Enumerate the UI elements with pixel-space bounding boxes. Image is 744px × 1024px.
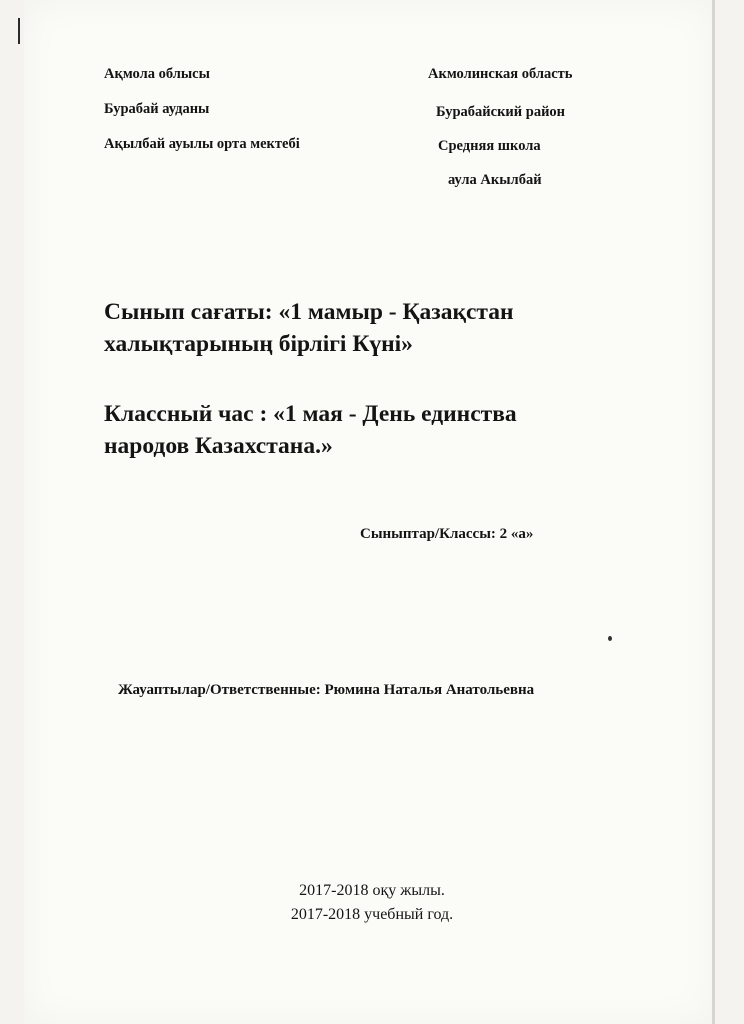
margin-mark bbox=[18, 18, 20, 44]
responsible-label: Жауаптылар/Ответственные: Рюмина Наталья Анатольевна bbox=[118, 682, 535, 698]
school-ru: Средняя школа bbox=[438, 138, 541, 154]
year-kz: 2017-2018 оқу жылы. bbox=[299, 882, 445, 899]
school-kz: Ақылбай ауылы орта мектебі bbox=[104, 136, 300, 152]
district-ru: Бурабайский район bbox=[436, 104, 566, 120]
document-page bbox=[24, 0, 714, 1024]
village-ru: аула Акылбай bbox=[448, 172, 542, 188]
title-ru bbox=[104, 398, 664, 462]
title-kz bbox=[104, 296, 664, 360]
region-ru: Акмолинская область bbox=[428, 66, 573, 82]
region-kz: Ақмола облысы bbox=[104, 66, 210, 82]
classes-label: Сыныптар/Классы: 2 «а» bbox=[360, 526, 534, 542]
title-ru-line2: народов Казахстана.» bbox=[104, 433, 333, 459]
title-kz-line1: Сынып сағаты: «1 мамыр - Қазақстан bbox=[104, 299, 514, 325]
year-ru: 2017-2018 учебный год. bbox=[290, 906, 454, 923]
district-kz: Бурабай ауданы bbox=[104, 101, 210, 117]
title-kz-line2: халықтарының бірлігі Күні» bbox=[104, 331, 413, 357]
ink-speck bbox=[608, 636, 612, 641]
title-ru-line1: Классный час : «1 мая - День единства bbox=[104, 401, 517, 427]
page-edge bbox=[712, 0, 715, 1024]
